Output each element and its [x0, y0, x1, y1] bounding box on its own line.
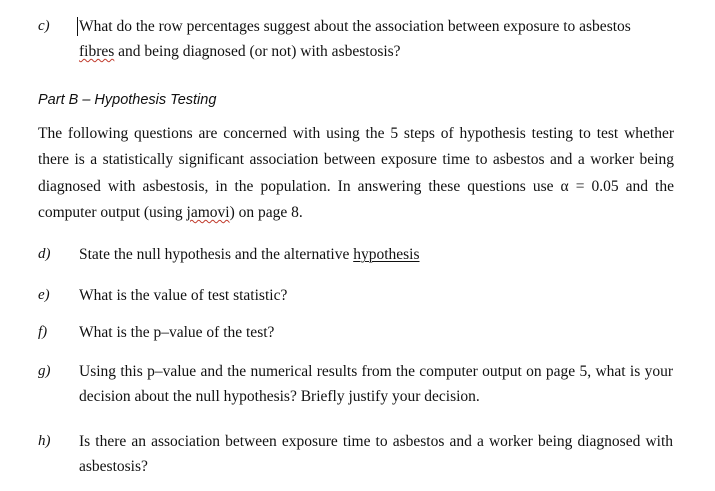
- question-d-label: d): [38, 246, 51, 262]
- question-e-text: What is the value of test statistic?: [79, 287, 288, 304]
- question-c-line1: What do the row percentages suggest about the association between exposure to asbestos: [79, 18, 631, 35]
- question-c-text: [79, 14, 699, 64]
- question-e-label: e): [38, 287, 50, 303]
- question-d-text: State the null hypothesis and the alternative hypothesis: [79, 246, 420, 263]
- question-f-label: f): [38, 324, 48, 340]
- question-h-text: Is there an association between exposure time to asbestos and a worker being diagnosed with asbestosis?: [79, 433, 673, 475]
- question-g-text: Using this p–value and the numerical results from the computer output on page 5, what is your decision about the null hypothesis? Briefly justify your decision.: [79, 363, 673, 405]
- underlined-word-hypothesis: hypothesis: [353, 246, 420, 263]
- question-f-text: What is the p–value of the test?: [79, 324, 275, 341]
- text-cursor: [77, 17, 78, 36]
- question-c-label: c): [38, 18, 50, 34]
- question-h-label: h): [38, 433, 51, 449]
- spelling-flag-fibres[interactable]: fibres: [79, 43, 115, 60]
- question-g-label: g): [38, 363, 51, 379]
- part-b-heading: Part B – Hypothesis Testing: [38, 92, 217, 108]
- software-name-jamovi[interactable]: jamovi: [186, 203, 230, 221]
- part-b-intro-paragraph: The following questions are concerned with using the 5 steps of hypothesis testing to test whether there is a statistically significant association between exposure time to asbestos and a worker being diagnosed with asbestosis, in the population. In answering these questions use α = 0.05 and the computer output (using jamovi) on page 8.: [38, 125, 674, 221]
- question-c-line2: fibres and being diagnosed (or not) with asbestosis?: [79, 43, 401, 60]
